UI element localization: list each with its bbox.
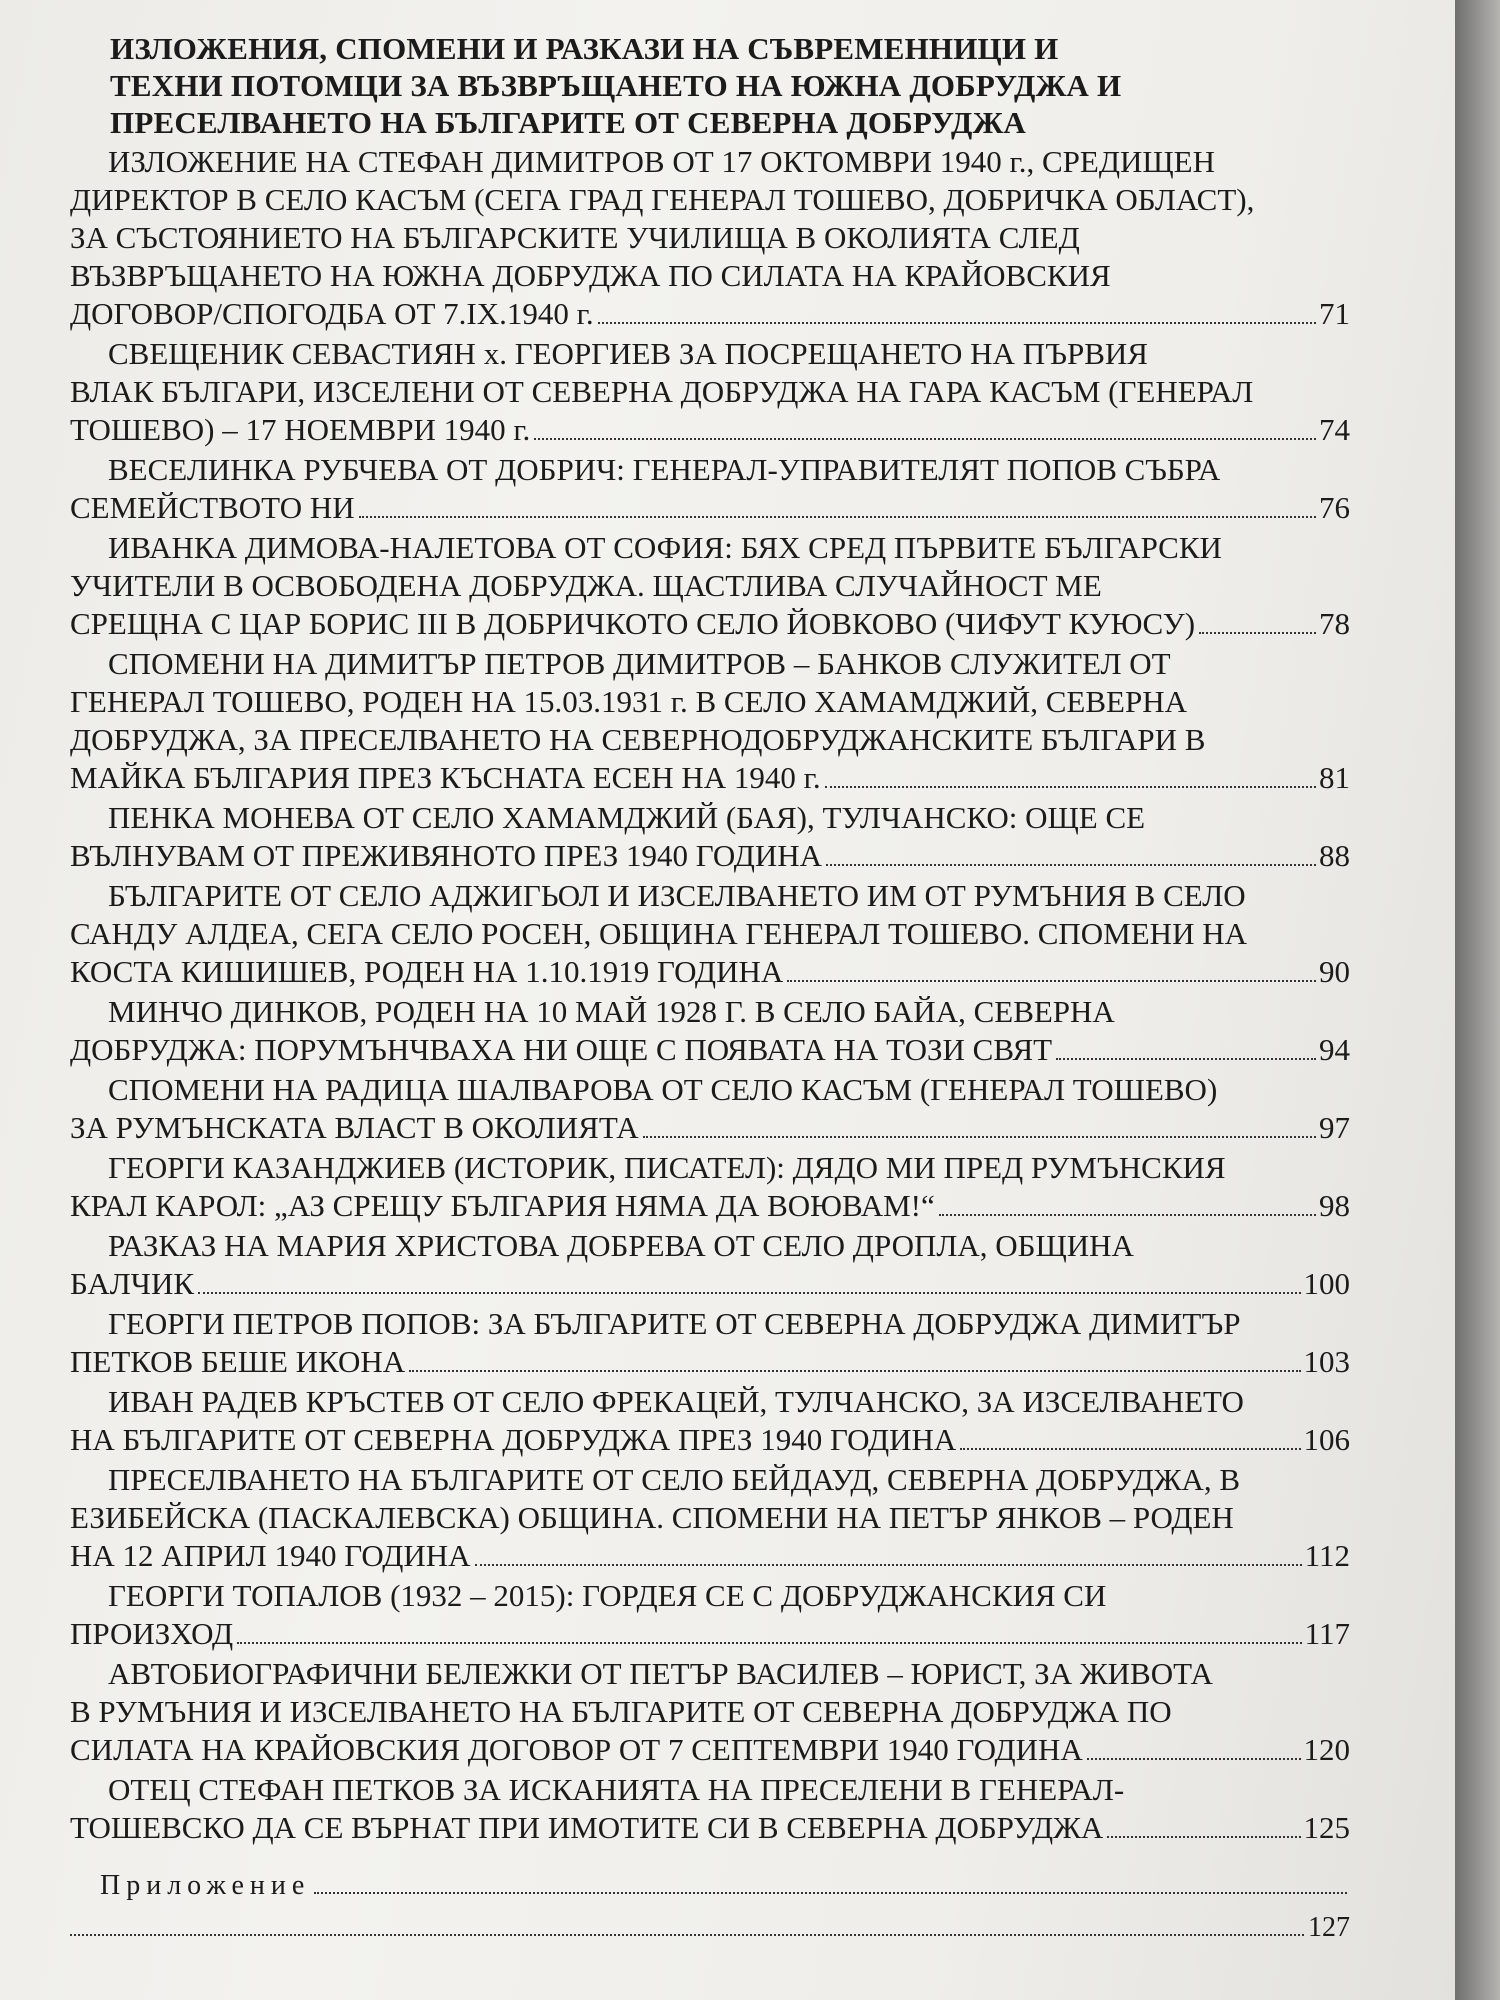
leader-dots	[198, 1291, 1300, 1294]
toc-entry	[70, 1227, 1350, 1303]
leader-dots	[1087, 1757, 1301, 1760]
toc-entry-last-line	[70, 837, 1350, 875]
toc-entry-last-line	[70, 1109, 1350, 1147]
toc-entry-line: ГЕОРГИ КАЗАНДЖИЕВ (ИСТОРИК, ПИСАТЕЛ): ДЯДО МИ ПРЕД РУМЪНСКИЯ	[108, 1150, 1226, 1185]
toc-entry-last-line	[70, 759, 1350, 797]
toc-entry-line: БАЛЧИК	[70, 1266, 195, 1301]
toc-entry-line: ДОБРУДЖА, ЗА ПРЕСЕЛВАНЕТО НА СЕВЕРНОДОБРУДЖАНСКИТЕ БЪЛГАРИ В	[70, 722, 1206, 757]
toc-entry-last-line	[70, 605, 1350, 643]
toc-entry-line: ЕЗИБЕЙСКА (ПАСКАЛЕВСКА) ОБЩИНА. СПОМЕНИ НА ПЕТЪР ЯНКОВ – РОДЕН	[70, 1500, 1234, 1535]
toc-entry-line: ИВАН РАДЕВ КРЪСТЕВ ОТ СЕЛО ФРЕКАЦЕЙ, ТУЛЧАНСКО, ЗА ИЗСЕЛВАНЕТО	[108, 1384, 1244, 1419]
toc-entry-line: СЕМЕЙСТВОТО НИ	[70, 490, 355, 525]
toc-entry-line: КРАЛ КАРОЛ: „АЗ СРЕЩУ БЪЛГАРИЯ НЯМА ДА ВОЮВАМ!“	[70, 1188, 935, 1223]
toc-entry-last-line	[70, 1731, 1350, 1769]
toc-entry	[70, 645, 1350, 797]
toc-entry-last-line	[70, 411, 1350, 449]
toc-entry	[70, 1149, 1350, 1225]
leader-dots	[1199, 631, 1316, 634]
toc-entry	[70, 529, 1350, 643]
toc-entry	[70, 1577, 1350, 1653]
leader-dots	[70, 1933, 1304, 1936]
toc-entry-line: МАЙКА БЪЛГАРИЯ ПРЕЗ КЪСНАТА ЕСЕН НА 1940 г.	[70, 760, 821, 795]
toc-entry-last-line	[70, 295, 1350, 333]
toc-entry-line: ВЪЛНУВАМ ОТ ПРЕЖИВЯНОТО ПРЕЗ 1940 ГОДИНА	[70, 838, 823, 873]
toc-page-number: 120	[1303, 1732, 1350, 1767]
toc-page-number: 103	[1303, 1344, 1350, 1379]
toc-entry-last-line	[70, 1031, 1350, 1069]
toc-page-number: 74	[1319, 412, 1350, 447]
toc-page-number: 125	[1303, 1810, 1350, 1845]
toc-entry-line: ТОШЕВСКО ДА СЕ ВЪРНАТ ПРИ ИМОТИТЕ СИ В СЕВЕРНА ДОБРУДЖА	[70, 1810, 1104, 1845]
toc-entry-line: НА БЪЛГАРИТЕ ОТ СЕВЕРНА ДОБРУДЖА ПРЕЗ 1940 ГОДИНА	[70, 1422, 957, 1457]
leader-dots	[826, 863, 1316, 866]
toc-entry-line: СПОМЕНИ НА ДИМИТЪР ПЕТРОВ ДИМИТРОВ – БАНКОВ СЛУЖИТЕЛ ОТ	[108, 646, 1171, 681]
leader-dots	[939, 1213, 1316, 1216]
toc-entry-line: ДИРЕКТОР В СЕЛО КАСЪМ (СЕГА ГРАД ГЕНЕРАЛ ТОШЕВО, ДОБРИЧКА ОБЛАСТ),	[70, 182, 1255, 217]
toc-page-number: 78	[1319, 606, 1350, 641]
heading-line: ПРЕСЕЛВАНЕТО НА БЪЛГАРИТЕ ОТ СЕВЕРНА ДОБРУДЖА	[110, 105, 1027, 140]
heading-line: ТЕХНИ ПОТОМЦИ ЗА ВЪЗВРЪЩАНЕТО НА ЮЖНА ДОБРУДЖА И	[110, 68, 1122, 103]
toc-entry-line: ВЕСЕЛИНКА РУБЧЕВА ОТ ДОБРИЧ: ГЕНЕРАЛ-УПРАВИТЕЛЯТ ПОПОВ СЪБРА	[108, 452, 1221, 487]
toc-page-number: 106	[1303, 1422, 1350, 1457]
toc-entry-line: ИВАНКА ДИМОВА-НАЛЕТОВА ОТ СОФИЯ: БЯХ СРЕД ПЪРВИТЕ БЪЛГАРСКИ	[108, 530, 1222, 565]
toc-page-number: 81	[1319, 760, 1350, 795]
toc-entry	[70, 877, 1350, 991]
leader-dots	[359, 515, 1316, 518]
toc-entry-line: ГЕНЕРАЛ ТОШЕВО, РОДЕН НА 15.03.1931 г. В СЕЛО ХАМАМДЖИЙ, СЕВЕРНА	[70, 684, 1187, 719]
toc-entry-line: ДОБРУДЖА: ПОРУМЪНЧВАХА НИ ОЩЕ С ПОЯВАТА НА ТОЗИ СВЯТ	[70, 1032, 1053, 1067]
table-of-contents	[70, 30, 1350, 1945]
toc-page-number: 112	[1304, 1538, 1350, 1573]
toc-entry	[70, 335, 1350, 449]
toc-entry	[70, 1461, 1350, 1575]
leader-dots	[314, 1891, 1347, 1894]
toc-page-number: 97	[1319, 1110, 1350, 1145]
toc-entry	[70, 451, 1350, 527]
toc-entry-line: ПЕТКОВ БЕШЕ ИКОНА	[70, 1344, 406, 1379]
toc-entry-line: ТОШЕВО) – 17 НОЕМВРИ 1940 г.	[70, 412, 531, 447]
toc-page-number: 90	[1319, 954, 1350, 989]
toc-entry-line: ИЗЛОЖЕНИЕ НА СТЕФАН ДИМИТРОВ ОТ 17 ОКТОМВРИ 1940 г., СРЕДИЩЕН	[108, 144, 1215, 179]
leader-dots	[598, 321, 1316, 324]
toc-page-number: 98	[1319, 1188, 1350, 1223]
toc-entry	[70, 1771, 1350, 1847]
heading-line: ИЗЛОЖЕНИЯ, СПОМЕНИ И РАЗКАЗИ НА СЪВРЕМЕННИЦИ И	[110, 31, 1059, 66]
toc-entry-last-line	[70, 953, 1350, 991]
toc-entry-line: СИЛАТА НА КРАЙОВСКИЯ ДОГОВОР ОТ 7 СЕПТЕМВРИ 1940 ГОДИНА	[70, 1732, 1083, 1767]
toc-entry-last-line	[70, 1343, 1350, 1381]
toc-page-number: 71	[1319, 296, 1350, 331]
toc-entry	[70, 143, 1350, 333]
leader-dots	[534, 437, 1316, 440]
appendix-label: Приложение	[100, 1870, 311, 1901]
toc-entry	[70, 799, 1350, 875]
toc-entry-line: ГЕОРГИ ТОПАЛОВ (1932 – 2015): ГОРДЕЯ СЕ С ДОБРУДЖАНСКИЯ СИ	[108, 1578, 1107, 1613]
toc-entry	[70, 1305, 1350, 1381]
toc-entry-last-line	[70, 1265, 1350, 1303]
toc-page-number: 117	[1304, 1616, 1350, 1651]
toc-entry-line: ЗА СЪСТОЯНИЕТО НА БЪЛГАРСКИТЕ УЧИЛИЩА В ОКОЛИЯТА СЛЕД	[70, 220, 1080, 255]
toc-entry-line: БЪЛГАРИТЕ ОТ СЕЛО АДЖИГЬОЛ И ИЗСЕЛВАНЕТО ИМ ОТ РУМЪНИЯ В СЕЛО	[108, 878, 1246, 913]
toc-entry-line: КОСТА КИШИШЕВ, РОДЕН НА 1.10.1919 ГОДИНА	[70, 954, 784, 989]
toc-entry-line: СРЕЩНА С ЦАР БОРИС III В ДОБРИЧКОТО СЕЛО ЙОВКОВО (ЧИФУТ КУЮСУ)	[70, 606, 1196, 641]
toc-page-number: 76	[1319, 490, 1350, 525]
toc-page-number: 100	[1303, 1266, 1350, 1301]
toc-entry	[70, 1071, 1350, 1147]
toc-entry-line: ЗА РУМЪНСКАТА ВЛАСТ В ОКОЛИЯТА	[70, 1110, 639, 1145]
toc-entry-line: НА 12 АПРИЛ 1940 ГОДИНА	[70, 1538, 471, 1573]
leader-dots	[960, 1447, 1300, 1450]
toc-entry-line: УЧИТЕЛИ В ОСВОБОДЕНА ДОБРУДЖА. ЩАСТЛИВА СЛУЧАЙНОСТ МЕ	[70, 568, 1102, 603]
toc-entry-line: ПРЕСЕЛВАНЕТО НА БЪЛГАРИТЕ ОТ СЕЛО БЕЙДАУД, СЕВЕРНА ДОБРУДЖА, В	[108, 1462, 1241, 1497]
toc-entry-line: ГЕОРГИ ПЕТРОВ ПОПОВ: ЗА БЪЛГАРИТЕ ОТ СЕВЕРНА ДОБРУДЖА ДИМИТЪР	[108, 1306, 1241, 1341]
toc-entry-line: АВТОБИОГРАФИЧНИ БЕЛЕЖКИ ОТ ПЕТЪР ВАСИЛЕВ – ЮРИСТ, ЗА ЖИВОТА	[108, 1656, 1213, 1691]
page-edge	[1455, 0, 1500, 2000]
toc-entry-line: ДОГОВОР/СПОГОДБА ОТ 7.IX.1940 г.	[70, 296, 594, 331]
leader-dots	[643, 1135, 1316, 1138]
toc-entry-last-line	[70, 489, 1350, 527]
toc-entry-line: СВЕЩЕНИК СЕВАСТИЯН х. ГЕОРГИЕВ ЗА ПОСРЕЩАНЕТО НА ПЪРВИЯ	[108, 336, 1148, 371]
toc-entry-line: РАЗКАЗ НА МАРИЯ ХРИСТОВА ДОБРЕВА ОТ СЕЛО ДРОПЛА, ОБЩИНА	[108, 1228, 1134, 1263]
toc-entry-line: МИНЧО ДИНКОВ, РОДЕН НА 10 МАЙ 1928 Г. В СЕЛО БАЙА, СЕВЕРНА	[108, 994, 1115, 1029]
toc-entry-line: СПОМЕНИ НА РАДИЦА ШАЛВАРОВА ОТ СЕЛО КАСЪМ (ГЕНЕРАЛ ТОШЕВО)	[108, 1072, 1218, 1107]
toc-entry-line: ОТЕЦ СТЕФАН ПЕТКОВ ЗА ИСКАНИЯТА НА ПРЕСЕЛЕНИ В ГЕНЕРАЛ-	[108, 1772, 1125, 1807]
leader-dots	[237, 1641, 1302, 1644]
toc-page-number: 88	[1319, 838, 1350, 873]
toc-entry-line: ВЛАК БЪЛГАРИ, ИЗСЕЛЕНИ ОТ СЕВЕРНА ДОБРУДЖА НА ГАРА КАСЪМ (ГЕНЕРАЛ	[70, 374, 1254, 409]
toc-entry-last-line	[70, 1187, 1350, 1225]
toc-entries	[70, 143, 1350, 1847]
toc-entry-last-line	[70, 1809, 1350, 1847]
toc-entry-line: ПЕНКА МОНЕВА ОТ СЕЛО ХАМАМДЖИЙ (БАЯ), ТУЛЧАНСКО: ОЩЕ СЕ	[108, 800, 1146, 835]
toc-entry-line: ПРОИЗХОД	[70, 1616, 234, 1651]
toc-entry	[70, 993, 1350, 1069]
toc-entry	[70, 1655, 1350, 1769]
section-heading	[110, 30, 1260, 141]
toc-entry-last-line	[70, 1615, 1350, 1653]
leader-dots	[825, 785, 1316, 788]
toc-entry-line: САНДУ АЛДЕА, СЕГА СЕЛО РОСЕН, ОБЩИНА ГЕНЕРАЛ ТОШЕВО. СПОМЕНИ НА	[70, 916, 1247, 951]
appendix-entry	[70, 1869, 1350, 1945]
toc-entry-line: В РУМЪНИЯ И ИЗСЕЛВАНЕТО НА БЪЛГАРИТЕ ОТ СЕВЕРНА ДОБРУДЖА ПО	[70, 1694, 1172, 1729]
leader-dots	[787, 979, 1316, 982]
toc-entry	[70, 1383, 1350, 1459]
leader-dots	[1107, 1835, 1300, 1838]
toc-entry-line: ВЪЗВРЪЩАНЕТО НА ЮЖНА ДОБРУДЖА ПО СИЛАТА НА КРАЙОВСКИЯ	[70, 258, 1111, 293]
leader-dots	[475, 1563, 1302, 1566]
toc-page-number: 94	[1319, 1032, 1350, 1067]
toc-entry-last-line	[70, 1421, 1350, 1459]
leader-dots	[1056, 1057, 1316, 1060]
toc-entry-last-line	[70, 1537, 1350, 1575]
appendix-page-number: 127	[1308, 1912, 1350, 1943]
leader-dots	[409, 1369, 1300, 1372]
